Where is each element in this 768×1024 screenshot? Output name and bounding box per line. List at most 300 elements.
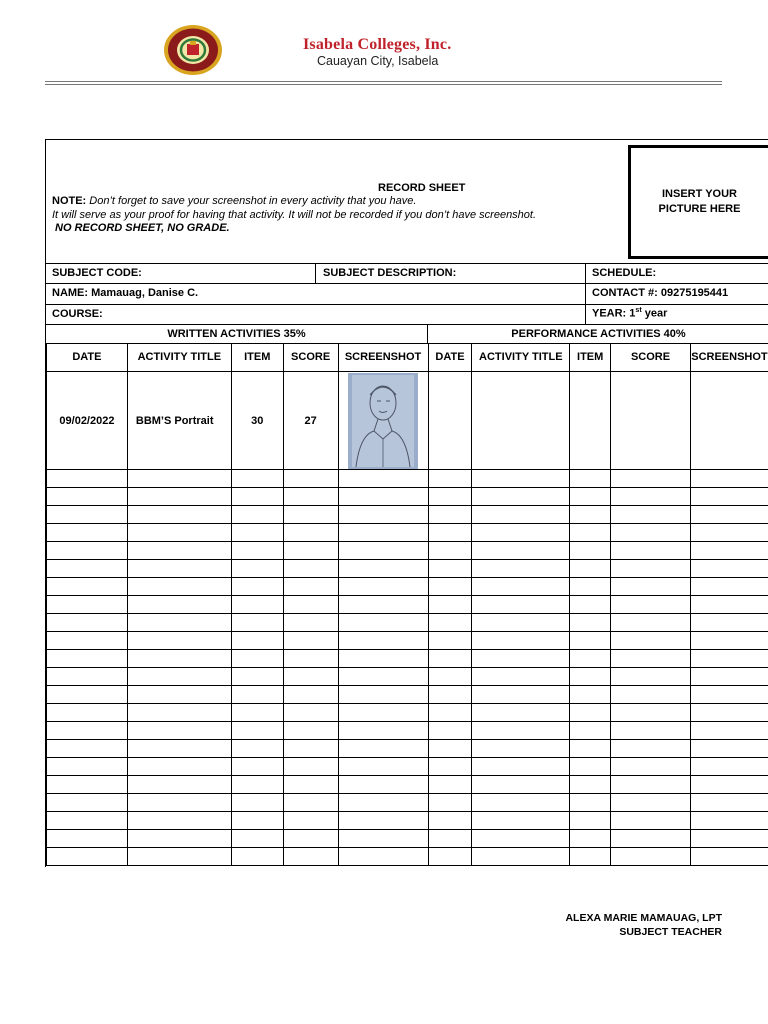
table-cell-empty[interactable] [428, 722, 472, 740]
table-cell-empty[interactable] [472, 740, 570, 758]
table-cell-empty[interactable] [570, 848, 611, 866]
table-cell-empty[interactable] [570, 704, 611, 722]
table-cell-empty[interactable] [47, 614, 128, 632]
table-cell-empty[interactable] [283, 488, 338, 506]
table-cell-empty[interactable] [47, 488, 128, 506]
table-cell-empty[interactable] [338, 470, 428, 488]
table-cell-empty[interactable] [338, 650, 428, 668]
table-cell-empty[interactable] [690, 704, 768, 722]
header-divider [45, 81, 722, 82]
table-cell-empty[interactable] [231, 650, 283, 668]
table-cell-empty[interactable] [428, 506, 472, 524]
table-cell-empty[interactable] [283, 524, 338, 542]
table-cell-empty[interactable] [570, 812, 611, 830]
column-header: SCORE [283, 344, 338, 372]
table-cell-empty[interactable] [338, 632, 428, 650]
column-header: SCORE [611, 344, 691, 372]
table-cell-empty[interactable] [472, 578, 570, 596]
table-row [47, 372, 768, 470]
table-cell-empty[interactable] [570, 776, 611, 794]
table-cell-empty[interactable] [428, 578, 472, 596]
table-cell-empty[interactable] [611, 632, 691, 650]
name-label: NAME: [52, 287, 89, 299]
column-header: ITEM [231, 344, 283, 372]
table-cell-empty[interactable] [428, 560, 472, 578]
table-row [47, 542, 768, 560]
table-cell-empty[interactable] [127, 614, 231, 632]
note-line-1: Don’t forget to save your screenshot in every activity that you have. [89, 195, 417, 207]
table-cell-empty[interactable] [283, 776, 338, 794]
table-cell-empty[interactable] [428, 632, 472, 650]
table-row [47, 704, 768, 722]
table-cell-empty[interactable] [428, 848, 472, 866]
activities-table [46, 343, 768, 866]
table-cell-empty[interactable] [338, 740, 428, 758]
table-row [47, 650, 768, 668]
table-cell-empty[interactable] [690, 668, 768, 686]
table-cell-empty[interactable] [472, 830, 570, 848]
table-cell-empty[interactable] [283, 794, 338, 812]
table-cell-empty[interactable] [570, 470, 611, 488]
table-cell-empty[interactable] [690, 794, 768, 812]
signature-block [565, 911, 722, 939]
table-row [47, 506, 768, 524]
note-line-2: It will serve as your proof for having that activity. It will not be recorded if you don’t have screenshot. [52, 208, 537, 221]
table-cell-empty[interactable] [690, 830, 768, 848]
table-cell-empty[interactable] [127, 794, 231, 812]
table-cell-empty[interactable] [127, 848, 231, 866]
table-cell-empty[interactable] [47, 776, 128, 794]
table-cell-empty[interactable] [231, 776, 283, 794]
table-cell-empty[interactable] [570, 794, 611, 812]
table-cell-empty[interactable] [338, 794, 428, 812]
table-cell-empty[interactable] [472, 524, 570, 542]
table-cell-empty[interactable] [611, 650, 691, 668]
table-cell-empty[interactable] [231, 470, 283, 488]
table-cell-empty[interactable] [47, 506, 128, 524]
table-cell-empty[interactable] [283, 722, 338, 740]
table-cell-empty[interactable] [570, 758, 611, 776]
table-cell-empty[interactable] [47, 722, 128, 740]
table-cell-empty[interactable] [338, 830, 428, 848]
table-cell-empty[interactable] [472, 542, 570, 560]
table-cell-empty[interactable] [127, 830, 231, 848]
table-cell-empty[interactable] [338, 578, 428, 596]
table-row [47, 686, 768, 704]
table-cell-empty[interactable] [428, 776, 472, 794]
table-cell-empty[interactable] [47, 650, 128, 668]
course-label: COURSE: [52, 308, 103, 320]
table-cell-empty[interactable] [570, 632, 611, 650]
table-cell-empty[interactable] [283, 812, 338, 830]
table-cell-empty[interactable] [338, 758, 428, 776]
column-header: ACTIVITY TITLE [127, 344, 231, 372]
table-cell-empty[interactable] [472, 372, 570, 470]
table-cell-empty[interactable] [428, 794, 472, 812]
table-cell-empty[interactable] [570, 560, 611, 578]
table-cell-empty[interactable] [231, 722, 283, 740]
table-cell-empty[interactable] [472, 614, 570, 632]
table-cell-empty[interactable] [570, 524, 611, 542]
table-cell-empty[interactable] [428, 488, 472, 506]
table-cell-empty[interactable] [611, 542, 691, 560]
table-cell-empty[interactable] [472, 758, 570, 776]
table-cell-item[interactable]: 30 [231, 372, 283, 470]
table-cell-empty[interactable] [231, 794, 283, 812]
table-cell-empty[interactable] [472, 848, 570, 866]
table-cell-empty[interactable] [690, 722, 768, 740]
table-cell-empty[interactable] [611, 794, 691, 812]
table-row [47, 596, 768, 614]
table-cell-empty[interactable] [231, 740, 283, 758]
table-cell-empty[interactable] [127, 668, 231, 686]
table-cell-empty[interactable] [127, 740, 231, 758]
table-cell-empty[interactable] [338, 722, 428, 740]
table-cell-empty[interactable] [472, 812, 570, 830]
table-cell-empty[interactable] [47, 848, 128, 866]
table-cell-empty[interactable] [127, 776, 231, 794]
table-cell-empty[interactable] [428, 668, 472, 686]
table-cell-empty[interactable] [570, 740, 611, 758]
column-header: DATE [47, 344, 128, 372]
table-cell-empty[interactable] [231, 812, 283, 830]
table-cell-empty[interactable] [338, 668, 428, 686]
table-cell-empty[interactable] [428, 758, 472, 776]
table-cell-empty[interactable] [570, 686, 611, 704]
table-row [47, 668, 768, 686]
table-cell-empty[interactable] [231, 704, 283, 722]
contact-field [592, 287, 728, 299]
table-cell-empty[interactable] [127, 650, 231, 668]
table-cell-empty[interactable] [472, 650, 570, 668]
table-cell-empty[interactable] [472, 668, 570, 686]
table-cell-empty[interactable] [283, 506, 338, 524]
table-cell-empty[interactable] [472, 596, 570, 614]
table-cell-empty[interactable] [127, 578, 231, 596]
column-header: DATE [428, 344, 472, 372]
table-cell-empty[interactable] [472, 704, 570, 722]
college-name: Isabela Colleges, Inc. [303, 36, 452, 53]
year-suffix: st [635, 307, 642, 314]
table-cell-empty[interactable] [428, 372, 472, 470]
table-cell-empty[interactable] [231, 830, 283, 848]
table-cell-empty[interactable] [338, 560, 428, 578]
table-cell-empty[interactable] [570, 722, 611, 740]
table-cell-empty[interactable] [338, 542, 428, 560]
performance-activities-header [428, 325, 768, 343]
table-cell-empty[interactable] [690, 560, 768, 578]
note-block [52, 195, 622, 236]
table-cell-empty[interactable] [283, 632, 338, 650]
table-cell-empty[interactable] [283, 848, 338, 866]
table-cell-empty[interactable] [47, 812, 128, 830]
table-cell-empty[interactable] [338, 614, 428, 632]
written-activities-title: WRITTEN ACTIVITIES 35% [167, 328, 306, 340]
sheet-title: RECORD SHEET [378, 182, 466, 194]
table-row [47, 560, 768, 578]
table-cell-empty[interactable] [428, 596, 472, 614]
table-cell-empty[interactable] [690, 372, 768, 470]
table-cell-empty[interactable] [283, 542, 338, 560]
college-location: Cauayan City, Isabela [317, 54, 439, 68]
table-cell-title[interactable]: BBM’S Portrait [127, 372, 231, 470]
table-cell-empty[interactable] [690, 542, 768, 560]
teacher-role: SUBJECT TEACHER [619, 926, 722, 938]
portrait-sketch-image [348, 373, 418, 469]
table-cell-empty[interactable] [47, 830, 128, 848]
table-cell-empty[interactable] [428, 812, 472, 830]
table-cell-empty[interactable] [283, 560, 338, 578]
table-cell-empty[interactable] [611, 506, 691, 524]
table-row [47, 614, 768, 632]
table-cell-empty[interactable] [47, 470, 128, 488]
table-cell-empty[interactable] [47, 542, 128, 560]
table-cell-empty[interactable] [611, 686, 691, 704]
table-cell-empty[interactable] [231, 668, 283, 686]
name-value: Mamauag, Danise C. [91, 287, 199, 299]
course-cell[interactable] [46, 305, 586, 325]
table-cell-empty[interactable] [472, 506, 570, 524]
table-row [47, 470, 768, 488]
table-cell-empty[interactable] [283, 614, 338, 632]
year-number: 1 [629, 307, 636, 320]
document-header [0, 0, 768, 100]
table-row [47, 578, 768, 596]
table-cell-empty[interactable] [472, 632, 570, 650]
table-cell-empty[interactable] [47, 560, 128, 578]
table-cell-empty[interactable] [570, 578, 611, 596]
table-cell-empty[interactable] [428, 740, 472, 758]
table-row [47, 848, 768, 866]
table-cell-empty[interactable] [611, 740, 691, 758]
table-cell-empty[interactable] [428, 542, 472, 560]
table-cell-empty[interactable] [127, 506, 231, 524]
table-row [47, 488, 768, 506]
table-cell-empty[interactable] [283, 668, 338, 686]
year-field [592, 307, 667, 320]
table-cell-empty[interactable] [283, 470, 338, 488]
table-cell-empty[interactable] [690, 470, 768, 488]
table-cell-empty[interactable] [231, 614, 283, 632]
table-cell-empty[interactable] [690, 578, 768, 596]
table-cell-empty[interactable] [283, 830, 338, 848]
table-cell-date[interactable]: 09/02/2022 [47, 372, 128, 470]
table-cell-empty[interactable] [611, 524, 691, 542]
table-cell-empty[interactable] [472, 686, 570, 704]
table-cell-empty[interactable] [690, 632, 768, 650]
table-row [47, 524, 768, 542]
record-sheet [45, 139, 768, 867]
contact-cell[interactable] [586, 284, 768, 305]
college-seal-icon [163, 24, 223, 76]
table-cell-empty[interactable] [570, 614, 611, 632]
table-cell-empty[interactable] [127, 722, 231, 740]
table-cell-empty[interactable] [283, 758, 338, 776]
table-cell-empty[interactable] [231, 596, 283, 614]
table-cell-empty[interactable] [428, 524, 472, 542]
table-cell-empty[interactable] [428, 704, 472, 722]
table-row [47, 830, 768, 848]
table-cell-empty[interactable] [428, 686, 472, 704]
table-cell-empty[interactable] [611, 776, 691, 794]
table-cell-empty[interactable] [570, 506, 611, 524]
table-cell-empty[interactable] [231, 542, 283, 560]
table-cell-empty[interactable] [127, 542, 231, 560]
table-cell-empty[interactable] [428, 470, 472, 488]
table-cell-empty[interactable] [127, 524, 231, 542]
column-header: ITEM [570, 344, 611, 372]
note-label: NOTE: [52, 195, 87, 207]
table-cell-empty[interactable] [338, 686, 428, 704]
table-cell-empty[interactable] [283, 740, 338, 758]
table-cell-empty[interactable] [283, 650, 338, 668]
table-cell-empty[interactable] [472, 470, 570, 488]
year-cell[interactable] [586, 305, 768, 325]
table-cell-empty[interactable] [47, 794, 128, 812]
table-cell-empty[interactable] [570, 668, 611, 686]
table-cell-empty[interactable] [690, 740, 768, 758]
written-activities-header [46, 325, 428, 343]
table-cell-empty[interactable] [338, 812, 428, 830]
table-cell-empty[interactable] [231, 560, 283, 578]
table-cell-empty[interactable] [428, 614, 472, 632]
table-cell-empty[interactable] [690, 812, 768, 830]
table-cell-empty[interactable] [690, 776, 768, 794]
table-cell-empty[interactable] [611, 560, 691, 578]
table-cell-empty[interactable] [127, 560, 231, 578]
table-cell-empty[interactable] [127, 686, 231, 704]
table-cell-empty[interactable] [611, 578, 691, 596]
schedule-cell[interactable] [586, 263, 768, 284]
table-cell-empty[interactable] [231, 506, 283, 524]
table-cell-score[interactable]: 27 [283, 372, 338, 470]
table-cell-empty[interactable] [570, 650, 611, 668]
column-header: SCREENSHOT [690, 344, 768, 372]
contact-value: 09275195441 [660, 287, 729, 299]
table-cell-empty[interactable] [428, 650, 472, 668]
table-cell-empty[interactable] [690, 650, 768, 668]
table-cell-empty[interactable] [283, 704, 338, 722]
table-cell-empty[interactable] [611, 596, 691, 614]
table-cell-empty[interactable] [283, 578, 338, 596]
table-cell-empty[interactable] [127, 470, 231, 488]
subject-code-label: SUBJECT CODE: [52, 267, 142, 279]
table-cell-empty[interactable] [47, 578, 128, 596]
table-cell-empty[interactable] [231, 848, 283, 866]
table-cell-empty[interactable] [472, 488, 570, 506]
table-cell-empty[interactable] [690, 614, 768, 632]
table-cell-empty[interactable] [472, 560, 570, 578]
table-cell-empty[interactable] [611, 722, 691, 740]
table-cell-empty[interactable] [47, 740, 128, 758]
table-cell-empty[interactable] [690, 488, 768, 506]
table-cell-empty[interactable] [338, 776, 428, 794]
table-cell-empty[interactable] [231, 758, 283, 776]
subject-description-cell[interactable] [316, 263, 586, 284]
table-cell-empty[interactable] [283, 596, 338, 614]
table-cell-empty[interactable] [611, 758, 691, 776]
name-cell[interactable] [46, 284, 586, 305]
table-cell-empty[interactable] [47, 632, 128, 650]
table-cell-empty[interactable] [570, 830, 611, 848]
table-cell-empty[interactable] [472, 776, 570, 794]
table-cell-empty[interactable] [231, 488, 283, 506]
table-row [47, 812, 768, 830]
table-cell-empty[interactable] [47, 596, 128, 614]
table-cell-empty[interactable] [47, 704, 128, 722]
table-cell-empty[interactable] [611, 830, 691, 848]
table-cell-empty[interactable] [127, 704, 231, 722]
table-cell-empty[interactable] [127, 596, 231, 614]
table-cell-empty[interactable] [428, 830, 472, 848]
table-cell-empty[interactable] [127, 632, 231, 650]
subject-description-label: SUBJECT DESCRIPTION: [323, 267, 457, 279]
table-cell-empty[interactable] [472, 794, 570, 812]
table-cell-empty[interactable] [611, 812, 691, 830]
table-cell-empty[interactable] [338, 596, 428, 614]
table-cell-empty[interactable] [611, 668, 691, 686]
table-cell-empty[interactable] [611, 372, 691, 470]
table-cell-empty[interactable] [127, 812, 231, 830]
table-cell-empty[interactable] [570, 596, 611, 614]
table-cell-empty[interactable] [611, 704, 691, 722]
table-cell-empty[interactable] [611, 614, 691, 632]
table-cell-empty[interactable] [690, 686, 768, 704]
table-row [47, 758, 768, 776]
note-line-3: NO RECORD SHEET, NO GRADE. [55, 222, 230, 234]
table-cell-empty[interactable] [570, 542, 611, 560]
table-cell-empty[interactable] [47, 668, 128, 686]
table-cell-empty[interactable] [611, 848, 691, 866]
table-row [47, 740, 768, 758]
table-cell-empty[interactable] [47, 524, 128, 542]
table-cell-empty[interactable] [338, 488, 428, 506]
table-cell-empty[interactable] [338, 704, 428, 722]
table-cell-empty[interactable] [611, 488, 691, 506]
table-row [47, 722, 768, 740]
table-cell-empty[interactable] [338, 848, 428, 866]
table-cell-empty[interactable] [690, 596, 768, 614]
photo-placeholder[interactable] [628, 145, 768, 259]
schedule-label: SCHEDULE: [592, 267, 657, 279]
table-cell-empty[interactable] [690, 758, 768, 776]
subject-code-cell[interactable] [46, 263, 316, 284]
table-cell-empty[interactable] [570, 488, 611, 506]
table-cell-empty[interactable] [283, 686, 338, 704]
table-cell-empty[interactable] [690, 506, 768, 524]
table-cell-empty[interactable] [47, 686, 128, 704]
table-cell-empty[interactable] [127, 758, 231, 776]
table-cell-empty[interactable] [338, 524, 428, 542]
name-field [52, 287, 198, 299]
photo-label-line-1: INSERT YOUR [662, 188, 737, 200]
year-label: YEAR: [592, 307, 627, 320]
table-cell-empty[interactable] [690, 524, 768, 542]
table-cell-empty[interactable] [231, 578, 283, 596]
table-cell-empty[interactable] [47, 758, 128, 776]
table-cell-empty[interactable] [690, 848, 768, 866]
table-cell-empty[interactable] [338, 506, 428, 524]
table-cell-empty[interactable] [231, 686, 283, 704]
table-cell-empty[interactable] [611, 470, 691, 488]
teacher-name: ALEXA MARIE MAMAUAG, LPT [565, 912, 722, 924]
table-cell-empty[interactable] [231, 524, 283, 542]
table-cell-screenshot[interactable] [338, 372, 428, 470]
table-cell-empty[interactable] [570, 372, 611, 470]
table-cell-empty[interactable] [231, 632, 283, 650]
table-cell-empty[interactable] [472, 722, 570, 740]
table-cell-empty[interactable] [127, 488, 231, 506]
